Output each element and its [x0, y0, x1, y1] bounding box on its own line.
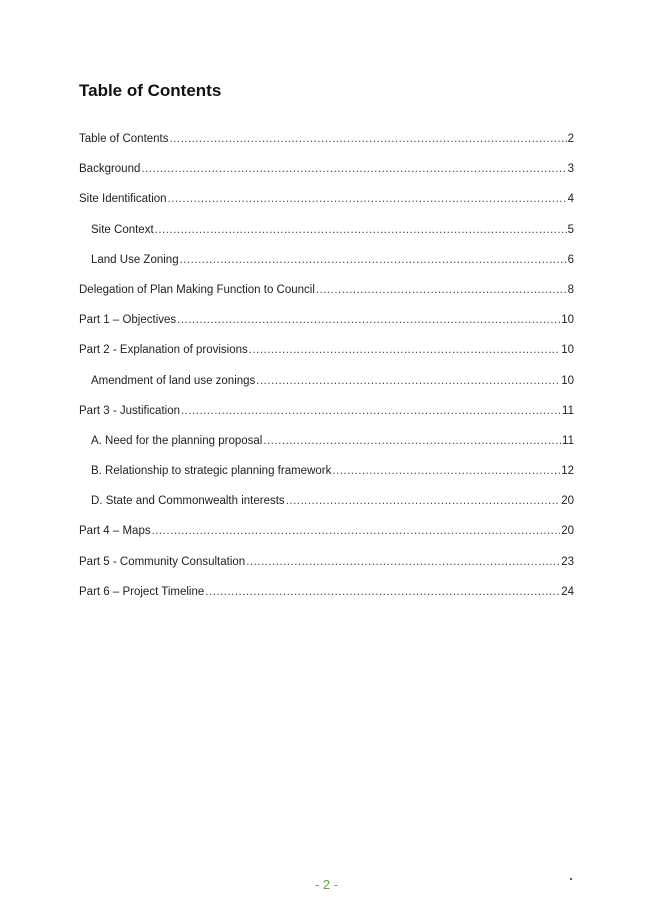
toc-entry-page: 5 — [567, 223, 574, 236]
toc-entry-part-5[interactable] — [79, 553, 574, 583]
toc-entry-label: Land Use Zoning — [91, 253, 179, 266]
toc-entry-page: 11 — [562, 404, 574, 417]
toc-entry-table-of-contents[interactable] — [79, 130, 574, 160]
toc-entry-page: 10 — [561, 374, 574, 387]
toc-entry-label: Part 5 - Community Consultation — [79, 555, 246, 568]
toc-entry-label: B. Relationship to strategic planning framework — [91, 465, 332, 478]
toc-entry-label: Site Identification — [79, 193, 167, 206]
toc-entry-page: 11 — [562, 434, 574, 447]
toc-entry-land-use-zoning[interactable] — [79, 251, 574, 281]
toc-entry-page: 3 — [567, 163, 574, 176]
toc-entry-page: 20 — [561, 525, 574, 538]
toc-entry-label: Part 4 – Maps — [79, 525, 151, 538]
table-of-contents — [79, 130, 574, 613]
toc-entry-page: 10 — [561, 314, 574, 327]
toc-entry-relationship[interactable] — [79, 462, 574, 492]
page-title: Table of Contents — [79, 81, 222, 100]
toc-entry-label: Part 1 – Objectives — [79, 314, 177, 327]
toc-entry-need[interactable] — [79, 432, 574, 462]
toc-entry-delegation[interactable] — [79, 281, 574, 311]
dot-leader — [170, 130, 567, 148]
toc-entry-label: Delegation of Plan Making Function to Council — [79, 283, 315, 296]
toc-entry-part-4[interactable] — [79, 522, 574, 552]
toc-entry-part-6[interactable] — [79, 583, 574, 613]
dot-leader — [316, 281, 567, 299]
dot-leader — [152, 522, 561, 540]
toc-entry-state-interests[interactable] — [79, 492, 574, 522]
page-number: - 2 - — [314, 877, 339, 892]
toc-entry-label: A. Need for the planning proposal — [91, 434, 263, 447]
dot-leader — [141, 160, 566, 178]
dot-leader — [180, 251, 567, 269]
toc-entry-label: Part 3 - Justification — [79, 404, 180, 417]
toc-entry-label: Site Context — [91, 223, 154, 236]
dot-leader — [249, 341, 560, 359]
toc-entry-page: 23 — [561, 555, 574, 568]
toc-entry-site-context[interactable] — [79, 221, 574, 251]
scan-speck — [570, 878, 572, 880]
dot-leader — [155, 221, 567, 239]
toc-entry-label: Part 2 - Explanation of provisions — [79, 344, 248, 357]
dot-leader — [168, 190, 567, 208]
toc-entry-page: 10 — [561, 344, 574, 357]
toc-entry-page: 4 — [567, 193, 574, 206]
dot-leader — [332, 462, 560, 480]
toc-entry-part-3[interactable] — [79, 402, 574, 432]
dot-leader — [205, 583, 560, 601]
toc-entry-amendment[interactable] — [79, 372, 574, 402]
toc-entry-page: 12 — [561, 465, 574, 478]
toc-entry-page: 8 — [567, 283, 574, 296]
dot-leader — [263, 432, 561, 450]
dot-leader — [246, 553, 560, 571]
toc-entry-page: 6 — [567, 253, 574, 266]
dot-leader — [181, 402, 561, 420]
toc-entry-page: 2 — [567, 133, 574, 145]
dot-leader — [177, 311, 560, 329]
toc-entry-page: 24 — [561, 585, 574, 598]
toc-entry-part-2[interactable] — [79, 341, 574, 371]
toc-entry-label: Table of Contents — [79, 133, 169, 145]
toc-entry-part-1[interactable] — [79, 311, 574, 341]
dot-leader — [256, 372, 560, 390]
toc-entry-site-identification[interactable] — [79, 190, 574, 220]
toc-entry-page: 20 — [561, 495, 574, 508]
toc-entry-background[interactable] — [79, 160, 574, 190]
toc-entry-label: D. State and Commonwealth interests — [91, 495, 285, 508]
toc-entry-label: Amendment of land use zonings — [91, 374, 256, 387]
dot-leader — [286, 492, 561, 510]
toc-entry-label: Background — [79, 163, 141, 176]
toc-entry-label: Part 6 – Project Timeline — [79, 585, 205, 598]
